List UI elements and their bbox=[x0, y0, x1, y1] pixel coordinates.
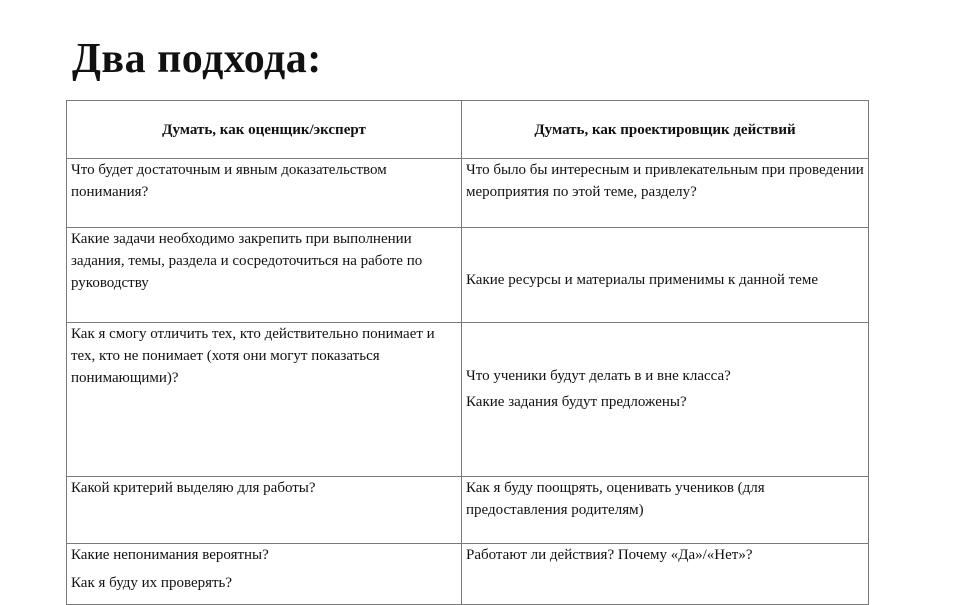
cell-line: Какие задания будут предложены? bbox=[466, 394, 687, 410]
table-row bbox=[67, 477, 869, 544]
cell-line: Какие непонимания вероятны? bbox=[71, 547, 269, 563]
table-row bbox=[67, 228, 869, 323]
cell-left bbox=[67, 544, 462, 605]
cell-right: Какие ресурсы и материалы применимы к данной теме bbox=[462, 228, 869, 323]
cell-line: Как я буду их проверять? bbox=[71, 575, 233, 591]
table-header-row bbox=[67, 101, 869, 159]
table-row bbox=[67, 323, 869, 477]
table-row bbox=[67, 159, 869, 228]
cell-right: Как я буду поощрять, оценивать учеников (для предоставления родителям) bbox=[462, 477, 869, 544]
comparison-table bbox=[66, 100, 869, 605]
cell-right: Что было бы интересным и привлекательным при проведении мероприятия по этой теме, разделу? bbox=[462, 159, 869, 228]
header-assessor: Думать, как оценщик/эксперт bbox=[67, 101, 462, 159]
cell-right bbox=[462, 323, 869, 477]
table-row bbox=[67, 544, 869, 605]
cell-left: Что будет достаточным и явным доказательством понимания? bbox=[67, 159, 462, 228]
cell-left: Какой критерий выделяю для работы? bbox=[67, 477, 462, 544]
header-designer: Думать, как проектировщик действий bbox=[462, 101, 869, 159]
cell-line: Что ученики будут делать в и вне класса? bbox=[466, 368, 731, 384]
cell-left: Какие задачи необходимо закрепить при выполнении задания, темы, раздела и сосредоточиться на работе по руководству bbox=[67, 228, 462, 323]
cell-left: Как я смогу отличить тех, кто действительно понимает и тех, кто не понимает (хотя они могут показаться понимающими)? bbox=[67, 323, 462, 477]
slide-title: Два подхода: bbox=[72, 36, 322, 82]
cell-right: Работают ли действия? Почему «Да»/«Нет»? bbox=[462, 544, 869, 605]
